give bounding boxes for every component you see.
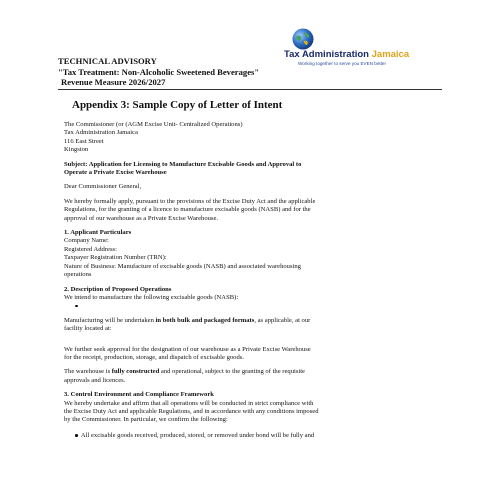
tax-administration-jamaica-logo bbox=[284, 26, 434, 66]
applicant-particulars: Company Name: Registered Address: Taxpayer Registration Number (TRN): Nature of Business: Manufacture of excisable goods (NASB) and associated warehousing operations bbox=[64, 237, 301, 279]
header-divider bbox=[58, 89, 442, 90]
header-advisory: TECHNICAL ADVISORY bbox=[58, 56, 157, 66]
address-line: Kingston bbox=[64, 146, 89, 154]
warehouse-status-paragraph: The warehouse is fully constructed and operational, subject to the granting of the requisite bbox=[64, 368, 305, 376]
address-line: Tax Administration Jamaica bbox=[64, 129, 138, 137]
empty-bullet bbox=[64, 302, 414, 310]
header-measure: Revenue Measure 2026/2027 bbox=[61, 77, 166, 88]
manufacturing-paragraph: Manufacturing will be undertaken in both bulk and packaged formats, as applicable, at our bbox=[64, 316, 311, 324]
logo-name-accent: Jamaica bbox=[371, 49, 410, 60]
compliance-paragraph: We hereby undertake and affirm that all operations will be conducted in strict compliance with the Excise Duty Act and applicable Regulations, and in accordance with any conditions imposed by the Commissioner. In particular, we confirm the following: bbox=[64, 399, 319, 424]
letter-body: The Commissioner (or (AGM Excise Unit- Centralized Operations) Tax Administration Jamaica 116 East Street Kingston Subject: Application for Licensing to Manufacture Excisable Goods and Approval to Operate a Private Excise Warehouse Dear Commissioner General, We hereby formally apply, pursuant to the provisions of the Excise Duty Act and the applicable Regulations, for the granting of a licence to manufacture excisable goods (NASB) and for the approval of our warehouse as a Private Excise Warehouse. 1. Applicant Particulars Company Name: Registered Address: Taxpayer Registration Number (TRN): Nature of Business: Manufacture of excisable goods (NASB) and associated warehousing operations 2. Description of Proposed Operations We intend to manufacture the following excisable goods (NASB): Manufacturing will be undertaken in both bulk and packaged formats, as applicable, at our facility located at: We further seek approval for the designation of our warehouse as a Private Excise Warehouse for the receipt, production, storage, and dispatch of excisable goods. The warehouse is fully constructed and operational, subject to the granting of the requisite approvals and licences. 3. Control Environment and Compliance Framework We hereby undertake and affirm that all operations will be conducted in strict compliance with the Excise Duty Act and applicable Regulations, and in accordance with any conditions imposed by the Commissioner. In particular, we confirm the following: All excisable goods received, produced, stored, or removed under bond will be fully and bbox=[64, 121, 414, 440]
compliance-bullet: All excisable goods received, produced, stored, or removed under bond will be fully and bbox=[64, 432, 414, 440]
intro-paragraph: We hereby formally apply, pursuant to the provisions of the Excise Duty Act and the applicable Regulations, for the granting of a licence to manufacture excisable goods (NASB) and for the approval of our warehouse as a Private Excise Warehouse. bbox=[64, 197, 316, 222]
address-line: The Commissioner (or (AGM Excise Unit- Centralized Operations) bbox=[64, 121, 243, 128]
globe-icon bbox=[292, 28, 314, 50]
document-header bbox=[58, 56, 259, 88]
recipient-address bbox=[64, 121, 414, 155]
section-heading: 3. Control Environment and Compliance Framework bbox=[64, 391, 214, 399]
logo-tagline: Working together to serve you EVEN better bbox=[298, 61, 387, 66]
section-heading: 2. Description of Proposed Operations bbox=[64, 285, 172, 293]
warehouse-approval-paragraph: We further seek approval for the designation of our warehouse as a Private Excise Warehouse for the receipt, production, storage, and dispatch of excisable goods. bbox=[64, 345, 311, 361]
address-line: 116 East Street bbox=[64, 137, 104, 145]
goods-intro: We intend to manufacture the following excisable goods (NASB): bbox=[64, 293, 239, 301]
logo-name: Tax Administration bbox=[284, 49, 369, 60]
letter-subject: Subject: Application for Licensing to Manufacture Excisable Goods and Approval to Operate a Private Excise Warehouse bbox=[64, 160, 302, 177]
section-heading: 1. Applicant Particulars bbox=[64, 229, 132, 237]
salutation: Dear Commissioner General, bbox=[64, 183, 142, 191]
header-title: "Tax Treatment: Non-Alcoholic Sweetened Beverages" bbox=[58, 66, 260, 77]
appendix-title: Appendix 3: Sample Copy of Letter of Intent bbox=[72, 99, 283, 111]
